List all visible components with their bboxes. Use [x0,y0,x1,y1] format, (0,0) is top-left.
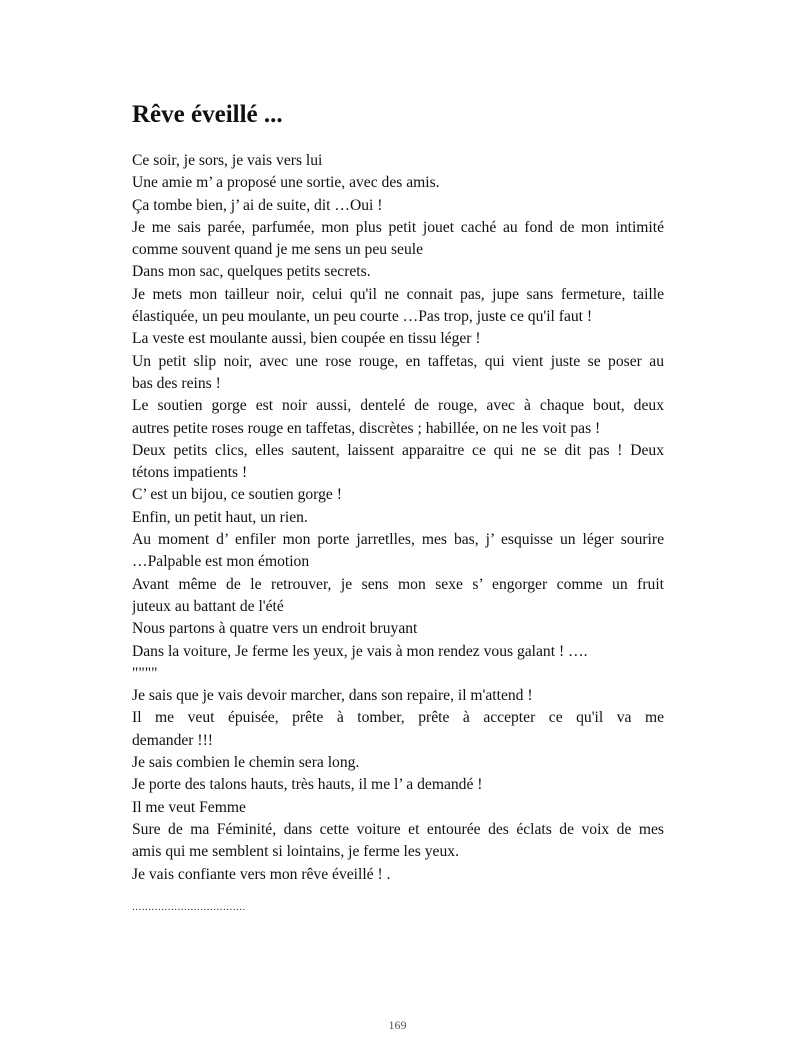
poem-line: Nous partons à quatre vers un endroit bruyant [132,620,418,638]
poem-line: Ça tombe bien, j’ ai de suite, dit …Oui ! [132,196,383,214]
poem-line: """" [132,664,158,682]
poem-line: Je vais confiante vers mon rêve éveillé ! . [132,865,391,883]
poem-line: juteux au battant de l'été [132,597,284,615]
poem-line: Dans la voiture, Je ferme les yeux, je vais à mon rendez vous galant ! …. [132,642,588,660]
poem-line: amis qui me semblent si lointains, je ferme les yeux. [132,843,459,861]
poem-line: élastiquée, un peu moulante, un peu courte …Pas trop, juste ce qu'il faut ! [132,308,593,326]
poem-line: tétons impatients ! [132,464,248,482]
poem-line: Dans mon sac, quelques petits secrets. [132,263,371,281]
poem-line: Une amie m’ a proposé une sortie, avec des amis. [132,174,440,192]
poem-line: comme souvent quand je me sens un peu seule [132,241,424,259]
poem-line: bas des reins ! [132,374,221,392]
poem-line: Au moment d’ enfiler mon porte jarretlles, mes bas, j’ esquisse un léger sourire [132,531,664,549]
poem-line: La veste est moulante aussi, bien coupée en tissu léger ! [132,330,481,348]
poem-line: Ce soir, je sors, je vais vers lui [132,152,323,169]
poem-line: Je sais que je vais devoir marcher, dans son repaire, il m'attend ! [132,687,533,705]
poem-line: Sure de ma Féminité, dans cette voiture et entourée des éclats de voix de mes [132,820,664,838]
poem-line: Enfin, un petit haut, un rien. [132,508,308,526]
poem-line: Il me veut épuisée, prête à tomber, prête à accepter ce qu'il va me [132,709,664,727]
poem-line: Je mets mon tailleur noir, celui qu'il ne connait pas, jupe sans fermeture, taille [132,285,664,303]
closing-dots: ................................... [132,901,246,913]
poem-line: Le soutien gorge est noir aussi, dentelé de rouge, avec à chaque bout, deux [132,397,664,415]
poem-line: Il me veut Femme [132,798,246,816]
poem-line: …Palpable est mon émotion [132,553,310,571]
poem-line: demander !!! [132,731,213,749]
poem-title: Rêve éveillé ... [132,101,283,128]
poem-body [132,150,664,886]
poem-line: Avant même de le retrouver, je sens mon sexe s’ engorger comme un fruit [132,575,664,593]
poem-line: Je me sais parée, parfumée, mon plus petit jouet caché au fond de mon intimité [132,218,664,236]
poem-line: Je sais combien le chemin sera long. [132,754,360,772]
poem-line: Deux petits clics, elles sautent, laissent apparaitre ce qui ne se dit pas ! Deux [132,441,664,459]
page-number: 169 [388,1018,407,1032]
poem-line: Je porte des talons hauts, très hauts, il me l’ a demandé ! [132,776,483,794]
poem-line: Un petit slip noir, avec une rose rouge, en taffetas, qui vient juste se poser au [132,352,664,370]
poem-line: C’ est un bijou, ce soutien gorge ! [132,486,342,504]
poem-line: autres petite roses rouge en taffetas, discrètes ; habillée, on ne les voit pas ! [132,419,601,437]
